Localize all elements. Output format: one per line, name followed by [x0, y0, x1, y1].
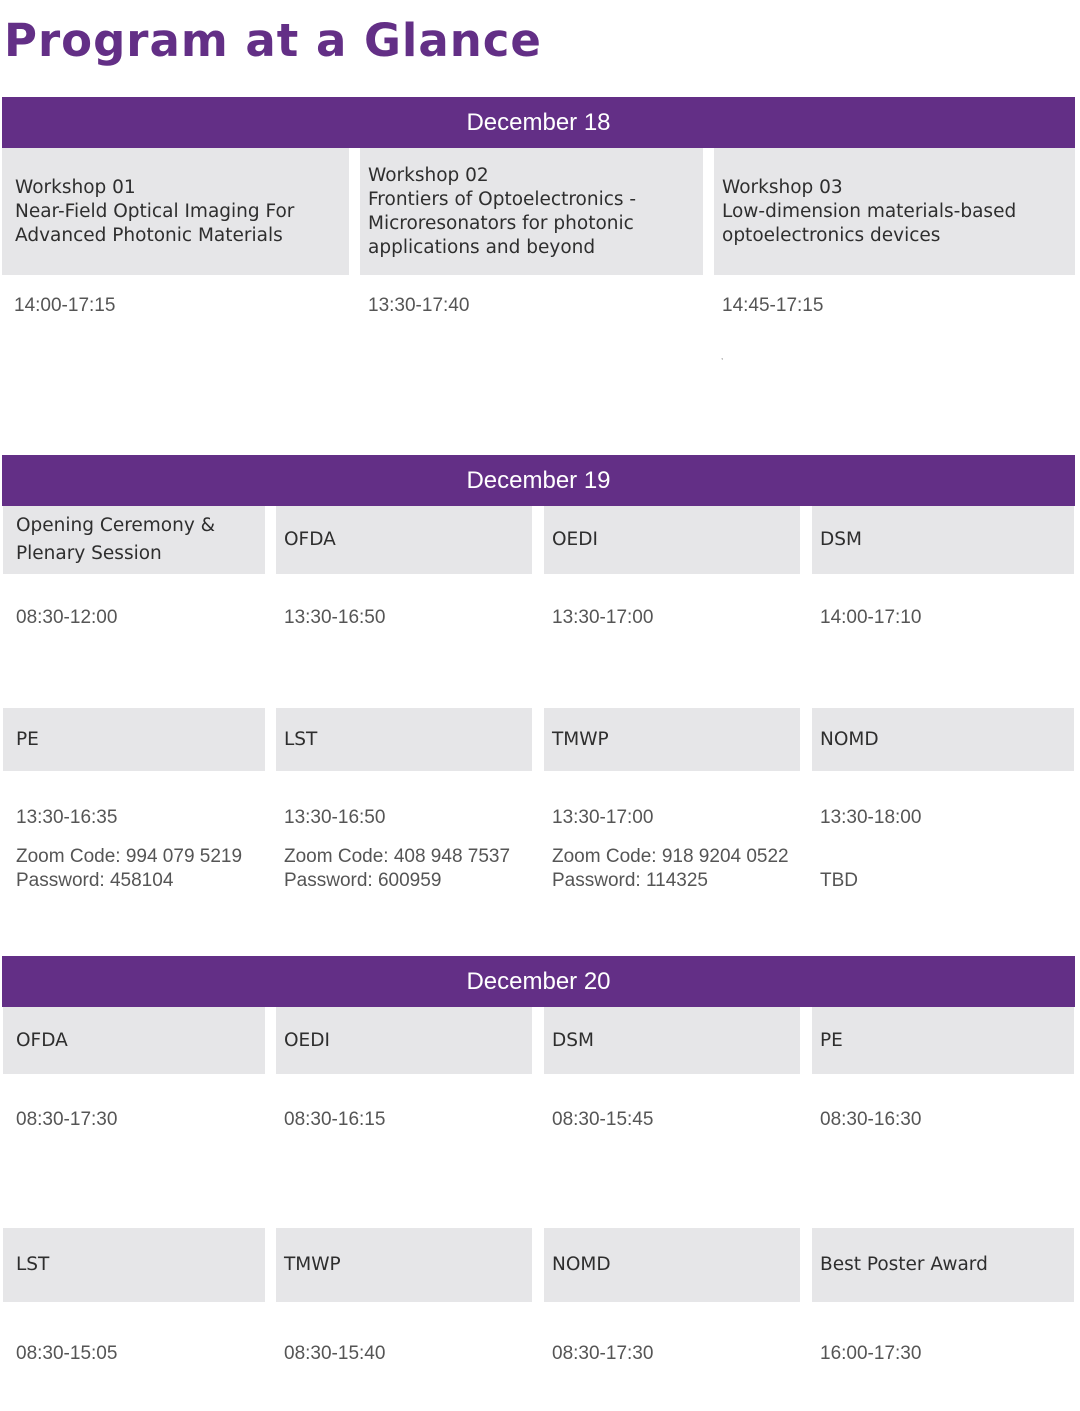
session-cell — [276, 506, 532, 574]
session-time: 13:30-17:00 — [552, 607, 654, 628]
session-label: NOMD — [552, 1254, 611, 1275]
session-label: LST — [284, 728, 318, 750]
session-cell — [812, 1228, 1074, 1302]
session-time: 14:00-17:10 — [820, 607, 922, 628]
session-label: PE — [820, 1029, 843, 1051]
workshop-01-label: Workshop 01 Near-Field Optical Imaging For Advanced Photonic Materials — [15, 176, 295, 246]
session-label: OEDI — [284, 1029, 330, 1051]
session-label: NOMD — [820, 728, 879, 750]
day-header-dec18: December 18 — [2, 97, 1075, 148]
session-time: 08:30-12:00 — [16, 607, 118, 628]
session-cell — [544, 506, 800, 574]
session-time: 08:30-16:15 — [284, 1109, 386, 1130]
session-cell — [544, 708, 800, 771]
workshop-03-label: Workshop 03 Low-dimension materials-based optoelectronics devices — [722, 176, 1017, 246]
workshop-02-cell — [360, 148, 703, 275]
session-label: TMWP — [552, 728, 609, 750]
session-cell — [3, 1007, 265, 1074]
session-cell — [3, 708, 265, 771]
session-label: DSM — [552, 1029, 594, 1051]
session-time: 08:30-17:30 — [16, 1109, 118, 1130]
workshop-01-cell — [2, 148, 349, 275]
session-cell — [276, 708, 532, 771]
session-time: 08:30-15:05 — [16, 1343, 118, 1364]
session-label: OFDA — [284, 529, 336, 550]
zoom-info: Zoom Code: 408 948 7537 Password: 600959 — [284, 846, 511, 891]
session-cell — [812, 708, 1074, 771]
session-time: 13:30-18:00 — [820, 807, 922, 828]
session-time: 08:30-15:45 — [552, 1109, 654, 1130]
session-time: 13:30-16:35 — [16, 807, 118, 828]
day-header-dec19: December 19 — [2, 455, 1075, 506]
page-title: Program at a Glance — [4, 14, 542, 67]
workshop-01-time: 14:00-17:15 — [14, 295, 116, 316]
session-time: 13:30-17:00 — [552, 807, 654, 828]
session-label: TMWP — [284, 1254, 341, 1275]
stray-mark: , — [721, 352, 724, 361]
workshop-03-time: 14:45-17:15 — [722, 295, 824, 316]
session-label: OFDA — [16, 1029, 68, 1051]
zoom-info: Zoom Code: 994 079 5219 Password: 458104 — [16, 846, 243, 891]
session-cell — [544, 1228, 800, 1302]
session-time: 08:30-17:30 — [552, 1343, 654, 1364]
workshop-03-cell — [714, 148, 1075, 275]
session-label: PE — [16, 728, 39, 750]
workshop-02-label: Workshop 02 Frontiers of Optoelectronics - Microresonators for photonic applications and beyond — [368, 164, 637, 258]
session-label: LST — [16, 1254, 50, 1275]
session-label: DSM — [820, 529, 862, 550]
session-cell — [276, 1228, 532, 1302]
session-time: 08:30-15:40 — [284, 1343, 386, 1364]
day-header-dec20: December 20 — [2, 956, 1075, 1007]
session-time: 08:30-16:30 — [820, 1109, 922, 1130]
session-cell — [544, 1007, 800, 1074]
zoom-info: TBD — [820, 870, 858, 891]
session-cell — [3, 506, 265, 574]
session-cell — [812, 506, 1074, 574]
session-label: OEDI — [552, 529, 598, 550]
session-cell — [812, 1007, 1074, 1074]
session-label: Best Poster Award — [820, 1254, 988, 1275]
session-time: 13:30-16:50 — [284, 607, 386, 628]
session-cell — [3, 1228, 265, 1302]
session-time: 16:00-17:30 — [820, 1343, 922, 1364]
session-time: 13:30-16:50 — [284, 807, 386, 828]
session-cell — [276, 1007, 532, 1074]
session-label: Opening Ceremony & Plenary Session — [16, 515, 216, 564]
workshop-02-time: 13:30-17:40 — [368, 295, 470, 316]
zoom-info: Zoom Code: 918 9204 0522 Password: 114325 — [552, 846, 789, 891]
